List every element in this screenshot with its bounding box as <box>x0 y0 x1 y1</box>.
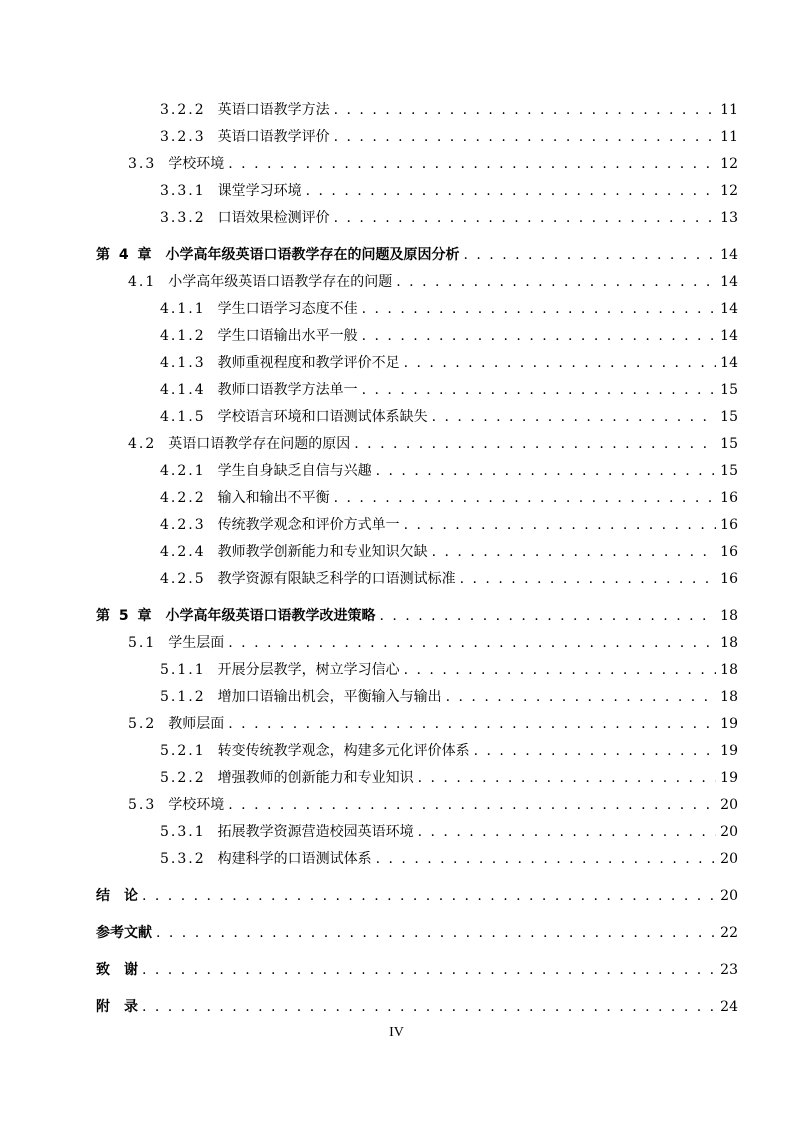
toc-entry-title: 附 录 <box>96 999 138 1015</box>
toc-entry-page: 15 <box>720 409 738 425</box>
toc-entry-page: 12 <box>720 183 738 199</box>
toc-entry-page: 23 <box>720 962 738 978</box>
toc-entry-page: 14 <box>720 355 738 371</box>
toc-dot-leader <box>474 738 717 765</box>
toc-entry-number: 5.1.1 <box>160 662 206 678</box>
toc-entry-page: 22 <box>720 925 738 941</box>
toc-entry-page: 15 <box>720 463 738 479</box>
toc-entry[interactable] <box>96 404 738 431</box>
toc-entry[interactable] <box>96 431 738 458</box>
toc-entry[interactable] <box>96 657 738 684</box>
toc-entry-number: 5.3 <box>128 797 157 813</box>
toc-entry-page: 18 <box>720 662 738 678</box>
toc-entry[interactable] <box>96 792 738 819</box>
toc-entry-title: 教师层面 <box>168 716 225 732</box>
toc-entry-page: 11 <box>720 102 738 118</box>
toc-entry[interactable] <box>96 296 738 323</box>
toc-entry-number: 4.2 <box>128 436 157 452</box>
toc-entry-number: 4.2.1 <box>160 463 206 479</box>
toc-entry[interactable] <box>96 711 738 738</box>
toc-dot-leader <box>380 603 717 630</box>
toc-dot-leader <box>418 765 717 792</box>
toc-dot-leader <box>228 792 716 819</box>
toc-entry-title: 英语口语教学存在问题的原因 <box>168 436 351 452</box>
toc-entry-title: 英语口语教学评价 <box>217 129 330 145</box>
toc-entry-title: 增强教师的创新能力和专业知识 <box>217 770 414 786</box>
toc-entry-title: 小学高年级英语口语教学存在的问题 <box>168 274 393 290</box>
toc-entry-page: 19 <box>720 743 738 759</box>
toc-entry-title: 教师教学创新能力和专业知识欠缺 <box>217 544 428 560</box>
toc-entry-number: 4.2.2 <box>160 490 206 506</box>
toc-dot-leader <box>306 178 717 205</box>
toc-entry-page: 11 <box>720 129 738 145</box>
toc-entry-page: 20 <box>720 797 738 813</box>
toc-entry[interactable] <box>96 684 738 711</box>
toc-entry-page: 15 <box>720 382 738 398</box>
toc-entry-title: 开展分层教学，树立学习信心 <box>217 662 400 678</box>
toc-entry-page: 20 <box>720 851 738 867</box>
toc-entry-title: 学生口语输出水平一般 <box>217 328 358 344</box>
toc-entry-title: 学校环境 <box>168 156 225 172</box>
toc-entry-title: 传统教学观念和评价方式单一 <box>217 517 400 533</box>
toc-entry[interactable] <box>96 566 738 593</box>
toc-entry-title: 学生自身缺乏自信与兴趣 <box>217 463 372 479</box>
toc-entry-title: 教师重视程度和教学评价不足 <box>217 355 400 371</box>
toc-entry-number: 第 5 章 <box>96 608 154 624</box>
toc-entry[interactable] <box>96 765 738 792</box>
toc-entry[interactable] <box>96 512 738 539</box>
toc-dot-leader <box>418 819 717 846</box>
table-of-contents <box>96 97 738 1021</box>
toc-entry[interactable] <box>96 350 738 377</box>
toc-entry-number: 4.1 <box>128 274 157 290</box>
toc-entry[interactable] <box>96 883 738 910</box>
toc-entry[interactable] <box>96 819 738 846</box>
toc-entry-page: 13 <box>720 210 738 226</box>
toc-dot-leader <box>362 377 717 404</box>
toc-entry[interactable] <box>96 151 738 178</box>
toc-entry[interactable] <box>96 323 738 350</box>
toc-dot-leader <box>354 431 716 458</box>
toc-entry-number: 4.1.1 <box>160 301 206 317</box>
toc-entry-number: 3.2.3 <box>160 129 206 145</box>
toc-dot-leader <box>396 269 716 296</box>
toc-entry-title: 参考文献 <box>96 925 152 941</box>
toc-entry-number: 4.2.4 <box>160 544 206 560</box>
toc-entry-title: 结 论 <box>96 888 138 904</box>
toc-entry-title: 学校语言环境和口语测试体系缺失 <box>217 409 428 425</box>
toc-entry-number: 4.1.4 <box>160 382 206 398</box>
toc-entry[interactable] <box>96 957 738 984</box>
toc-entry[interactable] <box>96 846 738 873</box>
toc-entry[interactable] <box>96 205 738 232</box>
toc-entry-title: 致 谢 <box>96 962 138 978</box>
toc-entry-page: 19 <box>720 770 738 786</box>
toc-entry[interactable] <box>96 539 738 566</box>
toc-entry[interactable] <box>96 124 738 151</box>
toc-entry-page: 14 <box>720 274 738 290</box>
toc-dot-leader <box>404 657 717 684</box>
toc-entry-number: 5.3.1 <box>160 824 206 840</box>
toc-dot-leader <box>142 994 716 1021</box>
toc-dot-leader <box>334 485 717 512</box>
toc-entry-title: 小学高年级英语口语教学存在的问题及原因分析 <box>165 247 460 263</box>
toc-dot-leader <box>228 630 716 657</box>
toc-entry-number: 4.2.5 <box>160 571 206 587</box>
toc-dot-leader <box>446 684 717 711</box>
toc-entry-number: 5.1.2 <box>160 689 206 705</box>
toc-dot-leader <box>432 539 717 566</box>
toc-entry[interactable] <box>96 603 738 630</box>
toc-dot-leader <box>376 458 717 485</box>
toc-dot-leader <box>334 97 717 124</box>
toc-entry[interactable] <box>96 920 738 947</box>
toc-entry-title: 教师口语教学方法单一 <box>217 382 358 398</box>
toc-entry[interactable] <box>96 269 738 296</box>
toc-entry-page: 19 <box>720 716 738 732</box>
toc-entry-title: 小学高年级英语口语教学改进策略 <box>165 608 376 624</box>
toc-entry[interactable] <box>96 178 738 205</box>
toc-entry-page: 20 <box>720 888 738 904</box>
toc-entry-page: 14 <box>720 247 738 263</box>
toc-entry-title: 课堂学习环境 <box>217 183 302 199</box>
toc-dot-leader <box>334 205 717 232</box>
toc-entry-page: 16 <box>720 571 738 587</box>
toc-dot-leader <box>460 566 717 593</box>
toc-entry-page: 24 <box>720 999 738 1015</box>
toc-dot-leader <box>404 512 717 539</box>
toc-dot-leader <box>228 151 716 178</box>
toc-dot-leader <box>228 711 716 738</box>
toc-entry-number: 4.1.3 <box>160 355 206 371</box>
toc-dot-leader <box>142 883 716 910</box>
toc-entry[interactable] <box>96 458 738 485</box>
toc-entry-title: 转变传统教学观念，构建多元化评价体系 <box>217 743 470 759</box>
toc-entry-title: 学生口语学习态度不佳 <box>217 301 358 317</box>
page-number-footer: IV <box>389 1025 404 1040</box>
toc-entry-page: 14 <box>720 328 738 344</box>
toc-dot-leader <box>362 296 717 323</box>
toc-entry-page: 18 <box>720 635 738 651</box>
toc-entry-page: 16 <box>720 517 738 533</box>
toc-entry-title: 学校环境 <box>168 797 225 813</box>
toc-entry-page: 20 <box>720 824 738 840</box>
toc-dot-leader <box>334 124 717 151</box>
toc-entry-title: 英语口语教学方法 <box>217 102 330 118</box>
toc-entry-number: 4.1.2 <box>160 328 206 344</box>
toc-entry-page: 15 <box>720 436 738 452</box>
toc-entry-number: 4.1.5 <box>160 409 206 425</box>
toc-entry-title: 拓展教学资源营造校园英语环境 <box>217 824 414 840</box>
toc-entry-page: 18 <box>720 608 738 624</box>
toc-entry-number: 3.3 <box>128 156 157 172</box>
toc-entry-page: 14 <box>720 301 738 317</box>
toc-dot-leader <box>156 920 716 947</box>
toc-entry-number: 3.3.1 <box>160 183 206 199</box>
toc-entry-number: 3.3.2 <box>160 210 206 226</box>
toc-entry-number: 5.2 <box>128 716 157 732</box>
toc-entry-title: 学生层面 <box>168 635 225 651</box>
toc-entry-title: 增加口语输出机会，平衡输入与输出 <box>217 689 442 705</box>
toc-entry[interactable] <box>96 738 738 765</box>
toc-dot-leader <box>404 350 717 377</box>
toc-entry-number: 第 4 章 <box>96 247 154 263</box>
toc-entry-page: 12 <box>720 156 738 172</box>
toc-dot-leader <box>376 846 717 873</box>
toc-entry-number: 4.2.3 <box>160 517 206 533</box>
toc-entry-number: 5.1 <box>128 635 157 651</box>
toc-entry[interactable] <box>96 377 738 404</box>
toc-entry-title: 输入和输出不平衡 <box>217 490 330 506</box>
toc-dot-leader <box>464 242 717 269</box>
toc-entry-title: 教学资源有限缺乏科学的口语测试标准 <box>217 571 456 587</box>
toc-entry-title: 口语效果检测评价 <box>217 210 330 226</box>
toc-dot-leader <box>432 404 717 431</box>
toc-entry-page: 16 <box>720 544 738 560</box>
toc-entry-number: 5.2.1 <box>160 743 206 759</box>
toc-entry-title: 构建科学的口语测试体系 <box>217 851 372 867</box>
toc-entry-number: 5.2.2 <box>160 770 206 786</box>
toc-entry[interactable] <box>96 97 738 124</box>
toc-entry-number: 3.2.2 <box>160 102 206 118</box>
toc-entry[interactable] <box>96 485 738 512</box>
toc-entry-page: 16 <box>720 490 738 506</box>
toc-entry-page: 18 <box>720 689 738 705</box>
toc-dot-leader <box>142 957 716 984</box>
toc-entry[interactable] <box>96 630 738 657</box>
toc-entry[interactable] <box>96 242 738 269</box>
toc-entry-number: 5.3.2 <box>160 851 206 867</box>
toc-dot-leader <box>362 323 717 350</box>
toc-entry[interactable] <box>96 994 738 1021</box>
